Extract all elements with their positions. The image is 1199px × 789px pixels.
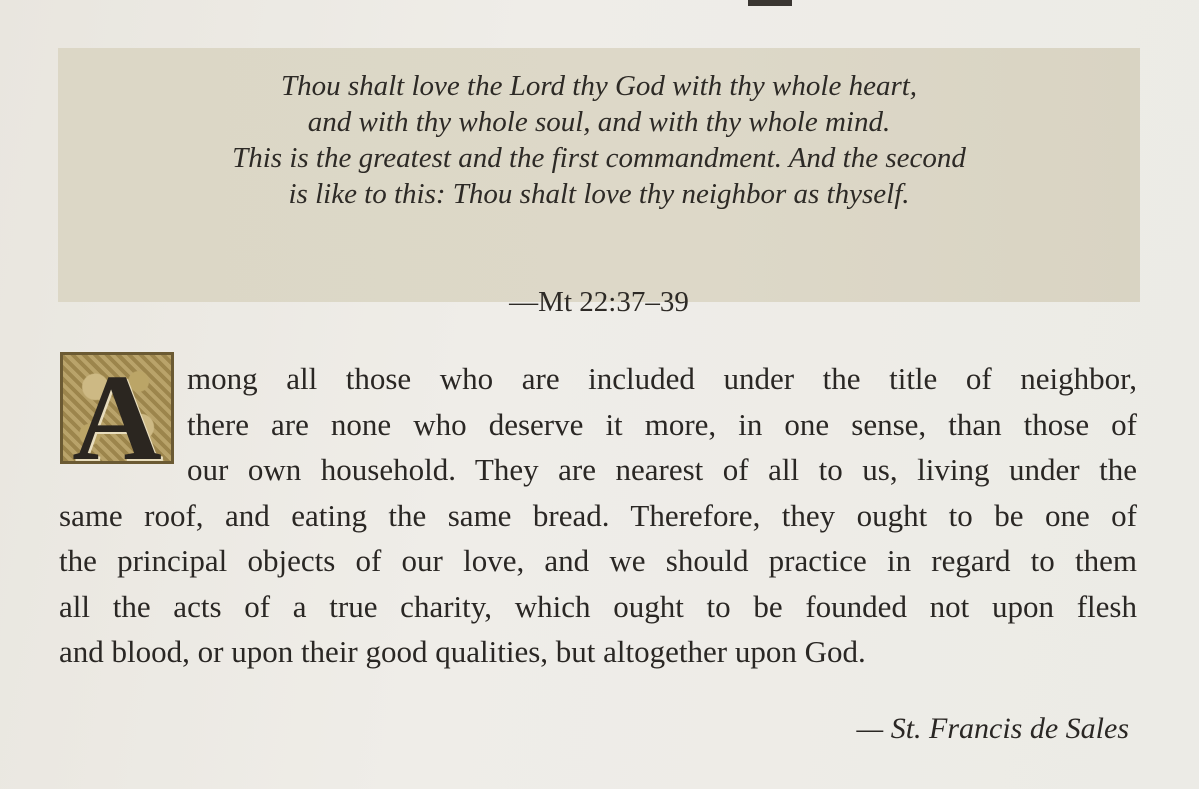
quote-line: is like to this: Thou shalt love thy neighbor as thyself.	[288, 178, 910, 210]
scripture-citation: —Mt 22:37–39	[509, 286, 689, 318]
passage-line: and blood, or upon their good qualities, but altogether upon God.	[59, 634, 866, 669]
quote-line: This is the greatest and the first commandment. And the second	[232, 142, 966, 174]
drop-cap-letter: A	[72, 349, 162, 486]
quote-line: Thou shalt love the Lord thy God with thy whole heart,	[280, 70, 918, 102]
passage-line: same roof, and eating the same bread. Therefore, they ought to be one of	[59, 497, 1137, 533]
passage-text	[59, 356, 1137, 675]
passage-line: mong all those who are included under the title of neighbor,	[187, 361, 1137, 396]
page-edge-mark	[748, 0, 792, 6]
passage-line: all the acts of a true charity, which ought to be founded not upon flesh	[59, 588, 1137, 624]
passage-line: the principal objects of our love, and we should practice in regard to them	[59, 543, 1137, 578]
author-attribution: — St. Francis de Sales	[856, 712, 1129, 745]
passage-line: our own household. They are nearest of all to us, living under the	[187, 452, 1137, 487]
passage-line: there are none who deserve it more, in one sense, than those of	[187, 406, 1137, 442]
scripture-quote	[58, 68, 1140, 212]
scripture-quote-box	[58, 48, 1140, 318]
quote-line: and with thy whole soul, and with thy whole mind.	[307, 106, 891, 138]
